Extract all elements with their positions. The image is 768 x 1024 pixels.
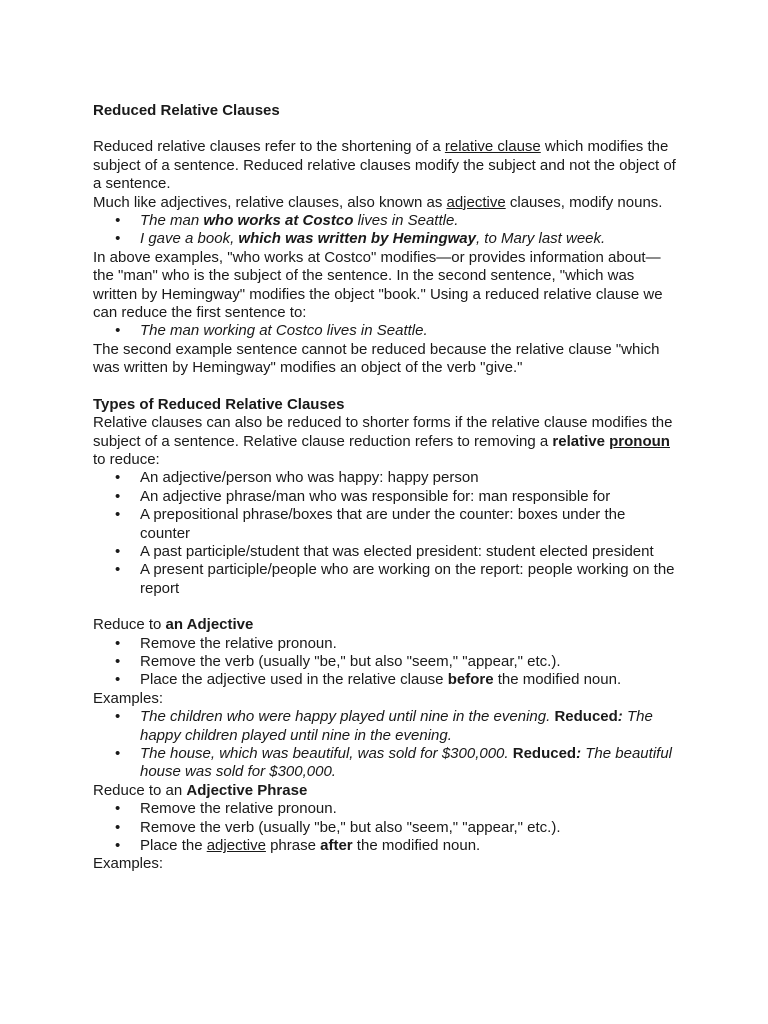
- examples-label: Examples:: [93, 689, 164, 707]
- example-text: The house, which was beautiful, was sold for $300,000.: [140, 745, 513, 762]
- pronoun-link[interactable]: pronoun: [609, 432, 670, 450]
- list-item: • The man working at Costco lives in Seattle.: [93, 322, 678, 340]
- list-item: • Remove the verb (usually "be," but also "seem," "appear," etc.).: [93, 819, 678, 837]
- explanation-paragraph-2: The second example sentence cannot be reduced because the relative clause "which was written by Hemingway" modifies an object of the verb "give.": [93, 340, 660, 377]
- document-title: Reduced Relative Clauses: [93, 102, 280, 119]
- list-item: [93, 212, 678, 230]
- adjective-heading: [93, 616, 678, 634]
- example-text: The happy children played until nine in the evening.: [140, 708, 653, 744]
- example-text: lives in Seattle.: [353, 212, 459, 230]
- list-item: • An adjective/person who was happy: happy person: [93, 469, 678, 487]
- example-text: The children who were happy played until nine in the evening.: [140, 708, 555, 726]
- reduced-label: Reduced: [554, 708, 618, 726]
- colon: :: [576, 745, 586, 762]
- step-text: phrase: [265, 837, 321, 855]
- list-item: [93, 745, 678, 782]
- heading-text: Reduce to an: [93, 781, 187, 799]
- phrase-steps-list: [93, 800, 678, 855]
- types-text: Relative clauses can also be reduced to shorter forms if the relative clause modifies the subject of a sentence. Relative clause reduction refers to removing a: [93, 414, 673, 450]
- examples-label: Examples:: [93, 855, 164, 873]
- heading-bold-text: Adjective Phrase: [186, 781, 308, 799]
- types-paragraph: [93, 414, 678, 469]
- list-item: [93, 671, 678, 689]
- step-text: the modified noun.: [352, 837, 481, 855]
- spacer: [93, 378, 678, 396]
- heading-text: Reduce to: [93, 616, 166, 634]
- intro-text: which modifies the subject of a sentence. Reduced relative clauses modify the subject and not the object of a sentence.: [93, 138, 676, 193]
- adjective-phrase-heading: [93, 782, 678, 800]
- example-list-2: [93, 322, 678, 340]
- types-list: [93, 469, 678, 598]
- step-text: the modified noun.: [493, 671, 622, 689]
- types-bold-text: relative: [552, 432, 610, 450]
- intro-text: Much like adjectives, relative clauses, also known as: [93, 193, 447, 211]
- list-item: [93, 708, 678, 745]
- types-heading: Types of Reduced Relative Clauses: [93, 395, 345, 413]
- list-item: • A prepositional phrase/boxes that are under the counter: boxes under the counter: [93, 506, 678, 543]
- example-list-1: [93, 212, 678, 249]
- list-item: • A past participle/student that was elected president: student elected president: [93, 543, 678, 561]
- heading-bold-text: an Adjective: [165, 616, 254, 634]
- list-item: • A present participle/people who are working on the report: people working on the report: [93, 561, 678, 598]
- adjective-examples-list: [93, 708, 678, 782]
- adjective-steps-list: [93, 635, 678, 690]
- list-item: [93, 230, 678, 248]
- spacer: [93, 598, 678, 616]
- intro-paragraph-2: [93, 194, 678, 212]
- relative-clause-link[interactable]: relative clause: [444, 138, 541, 156]
- types-text: to reduce:: [93, 450, 160, 468]
- example-clause: which was written by Hemingway: [238, 230, 476, 248]
- step-bold-text: after: [320, 837, 353, 855]
- list-item: [93, 837, 678, 855]
- intro-text: Reduced relative clauses refer to the shortening of a: [93, 138, 445, 156]
- step-text: Place the: [140, 837, 207, 855]
- intro-text: clauses, modify nouns.: [505, 193, 663, 211]
- example-text: I gave a book,: [140, 230, 239, 248]
- adjective-link[interactable]: adjective: [206, 837, 266, 855]
- reduced-label: Reduced: [512, 745, 577, 762]
- list-item: • An adjective phrase/man who was responsible for: man responsible for: [93, 488, 678, 506]
- example-text: The beautiful house was sold for $300,000.: [140, 745, 672, 781]
- example-text: , to Mary last week.: [475, 230, 606, 248]
- explanation-paragraph-1: In above examples, "who works at Costco" modifies—or provides information about—the "man" who is the subject of the sentence. In the second sentence, "which was written by Hemingway" modifies the object "book." Using a reduced relative clause we can reduce the first sentence to:: [93, 248, 663, 322]
- colon: :: [617, 708, 627, 726]
- intro-paragraph-1: [93, 138, 678, 193]
- example-text: The man: [140, 212, 204, 230]
- adjective-link[interactable]: adjective: [446, 193, 506, 211]
- list-item: • Remove the relative pronoun.: [93, 635, 678, 653]
- example-clause: who works at Costco: [203, 212, 354, 230]
- list-item: • Remove the relative pronoun.: [93, 800, 678, 818]
- list-item: • Remove the verb (usually "be," but also "seem," "appear," etc.).: [93, 653, 678, 671]
- step-text: Place the adjective used in the relative clause: [140, 671, 448, 689]
- step-bold-text: before: [447, 671, 494, 689]
